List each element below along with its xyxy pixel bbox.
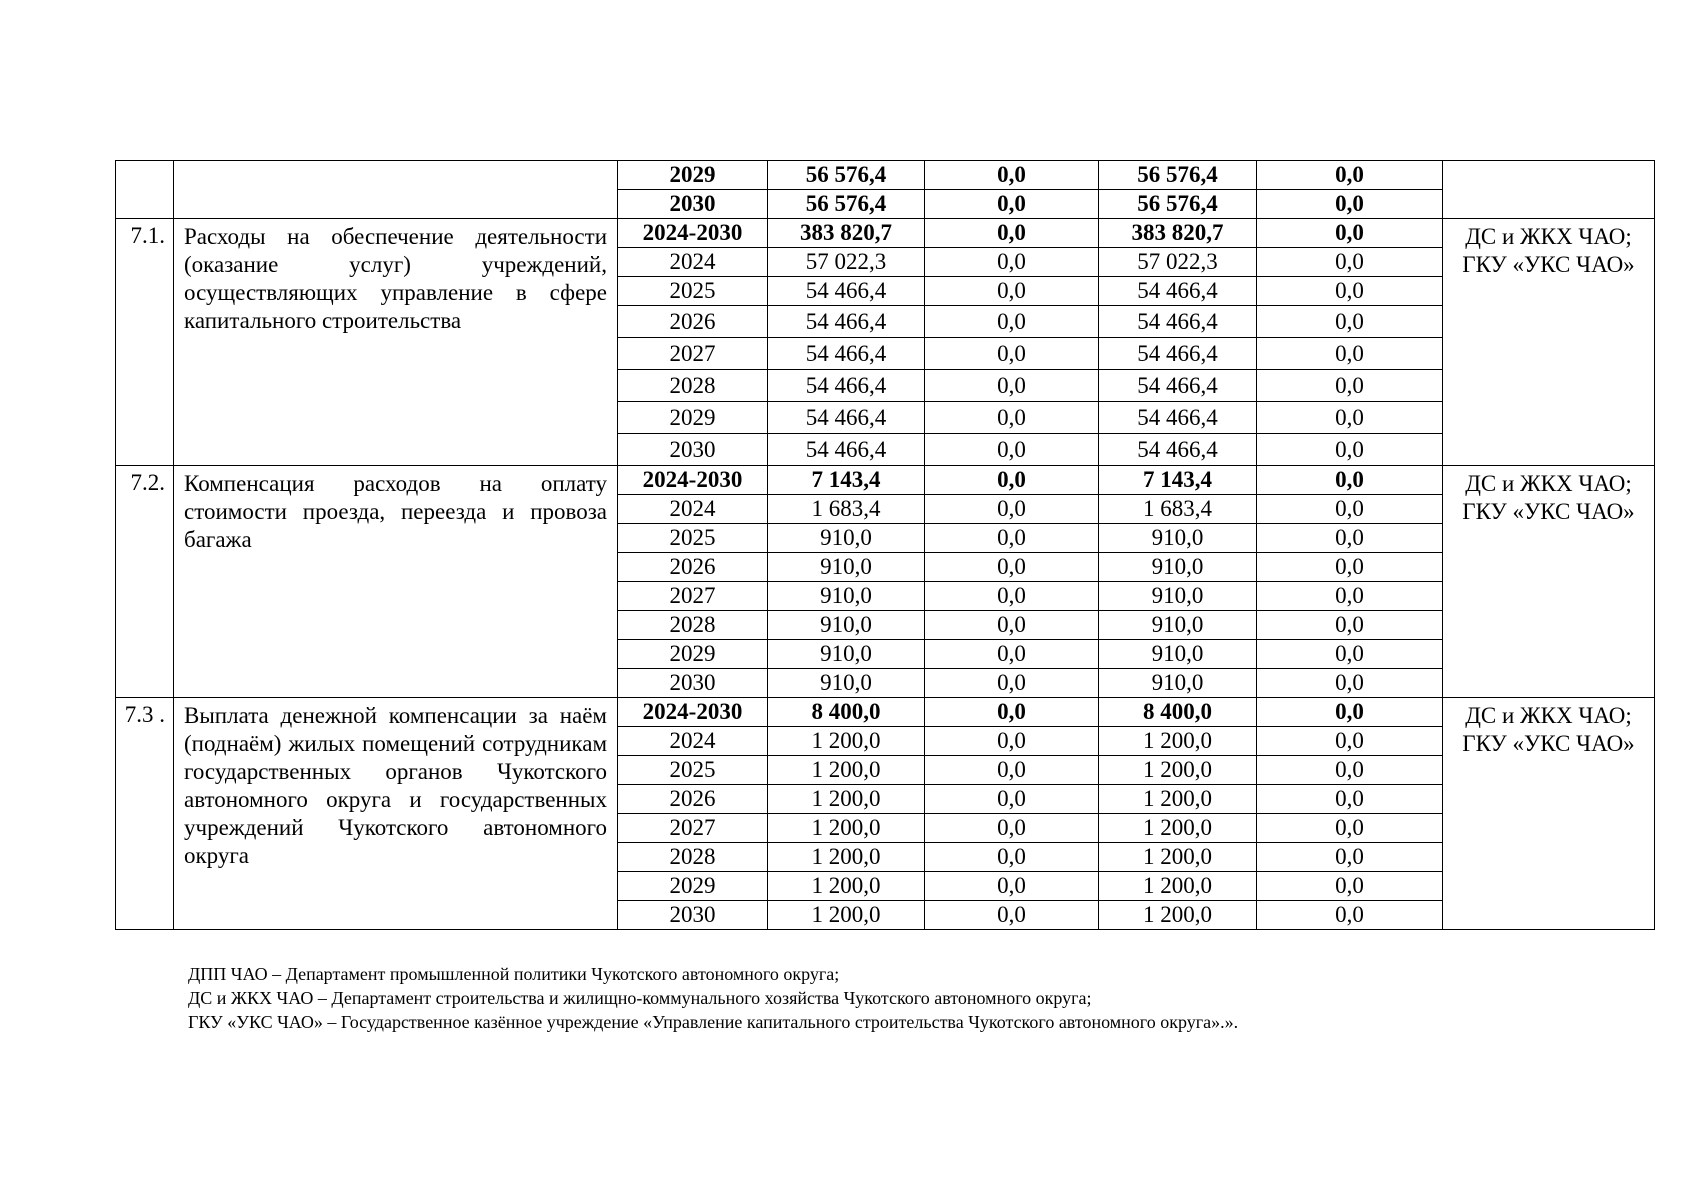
value-cell-v4: 0,0: [1257, 219, 1443, 248]
value-cell-v1: 1 200,0: [768, 872, 925, 901]
table-row: [116, 698, 1655, 727]
table-body: [116, 161, 1655, 930]
value-cell-v1: 1 200,0: [768, 727, 925, 756]
value-cell-v3: 910,0: [1099, 611, 1257, 640]
year-cell: 2027: [618, 814, 768, 843]
year-cell: 2030: [618, 190, 768, 219]
value-cell-v3: 56 576,4: [1099, 190, 1257, 219]
value-cell-v4: 0,0: [1257, 727, 1443, 756]
value-cell-v3: 54 466,4: [1099, 434, 1257, 466]
value-cell-v1: 8 400,0: [768, 698, 925, 727]
year-cell: 2024-2030: [618, 219, 768, 248]
section-number: 7.2.: [116, 466, 174, 698]
value-cell-v4: 0,0: [1257, 553, 1443, 582]
value-cell-v2: 0,0: [925, 277, 1099, 306]
value-cell-v1: 910,0: [768, 524, 925, 553]
value-cell-v2: 0,0: [925, 338, 1099, 370]
section-name: Компенсация расходов на оплату стоимости проезда, переезда и провоза багажа: [174, 466, 618, 698]
value-cell-v1: 54 466,4: [768, 370, 925, 402]
value-cell-v3: 54 466,4: [1099, 370, 1257, 402]
value-cell-v4: 0,0: [1257, 434, 1443, 466]
year-cell: 2024-2030: [618, 698, 768, 727]
name-cell: [174, 161, 618, 219]
value-cell-v3: 910,0: [1099, 640, 1257, 669]
year-cell: 2029: [618, 402, 768, 434]
year-cell: 2026: [618, 785, 768, 814]
value-cell-v3: 910,0: [1099, 524, 1257, 553]
value-cell-v1: 910,0: [768, 582, 925, 611]
value-cell-v2: 0,0: [925, 466, 1099, 495]
value-cell-v1: 56 576,4: [768, 190, 925, 219]
value-cell-v1: 1 200,0: [768, 814, 925, 843]
value-cell-v2: 0,0: [925, 611, 1099, 640]
value-cell-v4: 0,0: [1257, 582, 1443, 611]
value-cell-v4: 0,0: [1257, 524, 1443, 553]
year-cell: 2024: [618, 727, 768, 756]
value-cell-v4: 0,0: [1257, 466, 1443, 495]
year-cell: 2025: [618, 524, 768, 553]
value-cell-v4: 0,0: [1257, 306, 1443, 338]
value-cell-v4: 0,0: [1257, 669, 1443, 698]
value-cell-v1: 1 683,4: [768, 495, 925, 524]
value-cell-v1: 1 200,0: [768, 901, 925, 930]
footnote-dpp: ДПП ЧАО – Департамент промышленной политики Чукотского автономного округа;: [188, 964, 840, 984]
value-cell-v1: 56 576,4: [768, 161, 925, 190]
value-cell-v3: 54 466,4: [1099, 277, 1257, 306]
value-cell-v2: 0,0: [925, 756, 1099, 785]
value-cell-v1: 383 820,7: [768, 219, 925, 248]
value-cell-v3: 1 200,0: [1099, 756, 1257, 785]
year-cell: 2030: [618, 669, 768, 698]
value-cell-v1: 54 466,4: [768, 434, 925, 466]
year-cell: 2027: [618, 338, 768, 370]
value-cell-v2: 0,0: [925, 669, 1099, 698]
responsible-cell: ДС и ЖКХ ЧАО; ГКУ «УКС ЧАО»: [1443, 698, 1655, 930]
year-cell: 2027: [618, 582, 768, 611]
value-cell-v4: 0,0: [1257, 843, 1443, 872]
year-cell: 2029: [618, 872, 768, 901]
value-cell-v2: 0,0: [925, 402, 1099, 434]
value-cell-v3: 910,0: [1099, 553, 1257, 582]
value-cell-v1: 910,0: [768, 669, 925, 698]
value-cell-v2: 0,0: [925, 785, 1099, 814]
value-cell-v2: 0,0: [925, 553, 1099, 582]
value-cell-v2: 0,0: [925, 698, 1099, 727]
year-cell: 2026: [618, 306, 768, 338]
value-cell-v3: 1 200,0: [1099, 785, 1257, 814]
value-cell-v2: 0,0: [925, 727, 1099, 756]
value-cell-v1: 57 022,3: [768, 248, 925, 277]
year-cell: 2024: [618, 248, 768, 277]
value-cell-v1: 1 200,0: [768, 756, 925, 785]
year-cell: 2029: [618, 161, 768, 190]
value-cell-v4: 0,0: [1257, 495, 1443, 524]
value-cell-v4: 0,0: [1257, 640, 1443, 669]
value-cell-v2: 0,0: [925, 640, 1099, 669]
value-cell-v3: 1 200,0: [1099, 814, 1257, 843]
value-cell-v2: 0,0: [925, 814, 1099, 843]
value-cell-v3: 1 200,0: [1099, 872, 1257, 901]
year-cell: 2030: [618, 434, 768, 466]
value-cell-v2: 0,0: [925, 901, 1099, 930]
value-cell-v2: 0,0: [925, 524, 1099, 553]
value-cell-v4: 0,0: [1257, 338, 1443, 370]
table-row: [116, 466, 1655, 495]
value-cell-v3: 910,0: [1099, 669, 1257, 698]
section-name: Выплата денежной компенсации за наём (поднаём) жилых помещений сотрудникам государственных органов Чукотского автономного округа и государственных учреждений Чукотского автономного округа: [174, 698, 618, 930]
value-cell-v1: 54 466,4: [768, 306, 925, 338]
value-cell-v4: 0,0: [1257, 814, 1443, 843]
table-row: [116, 161, 1655, 190]
value-cell-v3: 1 200,0: [1099, 727, 1257, 756]
responsible-cell: ДС и ЖКХ ЧАО; ГКУ «УКС ЧАО»: [1443, 219, 1655, 466]
value-cell-v3: 383 820,7: [1099, 219, 1257, 248]
value-cell-v3: 54 466,4: [1099, 402, 1257, 434]
value-cell-v4: 0,0: [1257, 901, 1443, 930]
year-cell: 2024-2030: [618, 466, 768, 495]
value-cell-v3: 1 200,0: [1099, 901, 1257, 930]
value-cell-v4: 0,0: [1257, 698, 1443, 727]
value-cell-v3: 54 466,4: [1099, 306, 1257, 338]
value-cell-v2: 0,0: [925, 161, 1099, 190]
value-cell-v1: 54 466,4: [768, 402, 925, 434]
value-cell-v1: 54 466,4: [768, 338, 925, 370]
year-cell: 2028: [618, 370, 768, 402]
value-cell-v4: 0,0: [1257, 611, 1443, 640]
value-cell-v3: 57 022,3: [1099, 248, 1257, 277]
value-cell-v2: 0,0: [925, 190, 1099, 219]
value-cell-v3: 1 683,4: [1099, 495, 1257, 524]
year-cell: 2025: [618, 277, 768, 306]
footnote-gku: ГКУ «УКС ЧАО» – Государственное казённое учреждение «Управление капитального строительства Чукотского автономного округа».».: [188, 1012, 1239, 1032]
year-cell: 2026: [618, 553, 768, 582]
section-name: Расходы на обеспечение деятельности (оказание услуг) учреждений, осуществляющих управление в сфере капитального строительства: [174, 219, 618, 466]
year-cell: 2024: [618, 495, 768, 524]
section-number: 7.1.: [116, 219, 174, 466]
value-cell-v2: 0,0: [925, 434, 1099, 466]
value-cell-v4: 0,0: [1257, 756, 1443, 785]
value-cell-v2: 0,0: [925, 219, 1099, 248]
value-cell-v2: 0,0: [925, 248, 1099, 277]
year-cell: 2030: [618, 901, 768, 930]
value-cell-v1: 910,0: [768, 611, 925, 640]
value-cell-v2: 0,0: [925, 306, 1099, 338]
footnotes: [188, 962, 1238, 1034]
value-cell-v4: 0,0: [1257, 190, 1443, 219]
value-cell-v1: 1 200,0: [768, 785, 925, 814]
value-cell-v4: 0,0: [1257, 248, 1443, 277]
value-cell-v4: 0,0: [1257, 161, 1443, 190]
value-cell-v3: 56 576,4: [1099, 161, 1257, 190]
value-cell-v3: 54 466,4: [1099, 338, 1257, 370]
year-cell: 2028: [618, 843, 768, 872]
year-cell: 2029: [618, 640, 768, 669]
number-cell: [116, 161, 174, 219]
value-cell-v3: 8 400,0: [1099, 698, 1257, 727]
value-cell-v3: 1 200,0: [1099, 843, 1257, 872]
value-cell-v2: 0,0: [925, 843, 1099, 872]
value-cell-v1: 910,0: [768, 640, 925, 669]
value-cell-v1: 910,0: [768, 553, 925, 582]
value-cell-v3: 7 143,4: [1099, 466, 1257, 495]
responsible-cell: [1443, 161, 1655, 219]
value-cell-v3: 910,0: [1099, 582, 1257, 611]
value-cell-v2: 0,0: [925, 495, 1099, 524]
footnote-ds: ДС и ЖКХ ЧАО – Департамент строительства и жилищно-коммунального хозяйства Чукотского автономного округа;: [188, 988, 1092, 1008]
value-cell-v4: 0,0: [1257, 402, 1443, 434]
value-cell-v4: 0,0: [1257, 785, 1443, 814]
responsible-cell: ДС и ЖКХ ЧАО; ГКУ «УКС ЧАО»: [1443, 466, 1655, 698]
value-cell-v2: 0,0: [925, 582, 1099, 611]
section-number: 7.3 .: [116, 698, 174, 930]
value-cell-v2: 0,0: [925, 872, 1099, 901]
value-cell-v4: 0,0: [1257, 277, 1443, 306]
budget-table: [115, 160, 1655, 930]
year-cell: 2028: [618, 611, 768, 640]
value-cell-v1: 7 143,4: [768, 466, 925, 495]
value-cell-v1: 54 466,4: [768, 277, 925, 306]
value-cell-v1: 1 200,0: [768, 843, 925, 872]
value-cell-v4: 0,0: [1257, 370, 1443, 402]
value-cell-v2: 0,0: [925, 370, 1099, 402]
table-row: [116, 219, 1655, 248]
year-cell: 2025: [618, 756, 768, 785]
value-cell-v4: 0,0: [1257, 872, 1443, 901]
